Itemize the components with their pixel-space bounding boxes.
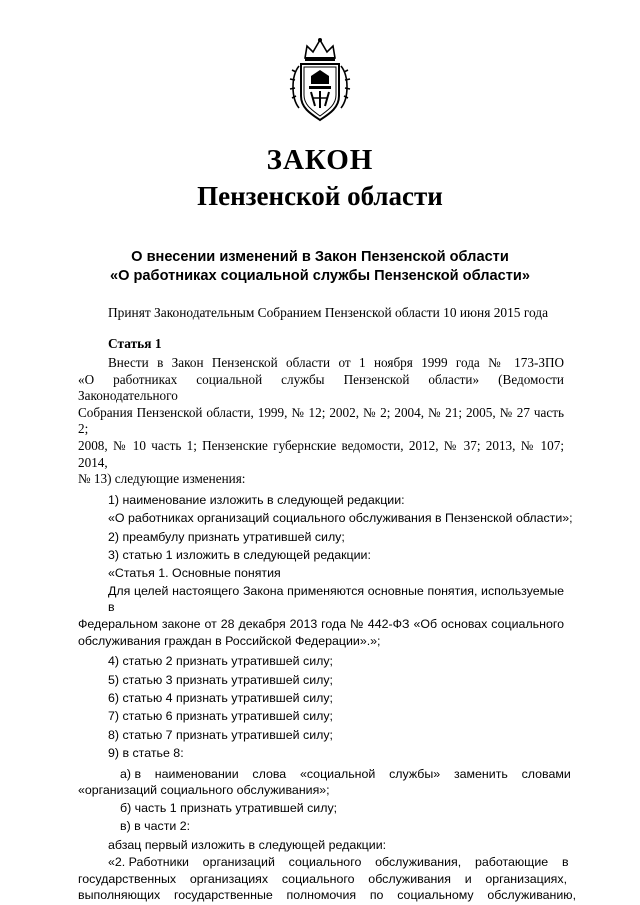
article-intro bbox=[78, 355, 564, 488]
law-subject-line-2: «О работниках социальной службы Пензенской области» bbox=[110, 268, 530, 284]
list-item: 8) статью 7 признать утратившей силу; bbox=[108, 727, 333, 742]
document-type-title: ЗАКОН bbox=[266, 144, 374, 176]
intro-line: «О работниках социальной службы Пензенской области» (Ведомости Законодательного bbox=[78, 371, 564, 404]
sub-item-a-line: а) в наименовании слова «социальной службы» заменить словами bbox=[120, 766, 571, 781]
list-item: «О работниках организаций социального обслуживания в Пензенской области»; bbox=[108, 511, 573, 526]
list-item: 5) статью 3 признать утратившей силу; bbox=[108, 672, 333, 687]
list-item: 4) статью 2 признать утратившей силу; bbox=[108, 654, 333, 669]
quoted-line: «2. Работники организаций социального обслуживания, работающие в bbox=[108, 855, 569, 869]
law-subject bbox=[0, 248, 640, 286]
article-1-definition bbox=[78, 583, 564, 649]
intro-line: № 13) следующие изменения: bbox=[78, 471, 246, 487]
sub-item-c: в) в части 2: bbox=[120, 819, 191, 834]
region-title: Пензенской области bbox=[197, 181, 443, 211]
definition-line: Для целей настоящего Закона применяются основные понятия, используемые в bbox=[108, 583, 564, 615]
coat-of-arms-icon bbox=[287, 36, 353, 124]
list-item: 9) в статье 8: bbox=[108, 746, 184, 761]
quoted-line: выполняющих государственные полномочия по социальному обслуживанию, bbox=[78, 888, 577, 903]
list-item: 7) статью 6 признать утратившей силу; bbox=[108, 709, 333, 724]
sub-item-b: б) часть 1 признать утратившей силу; bbox=[120, 800, 338, 815]
law-subject-line-1: О внесении изменений в Закон Пензенской области bbox=[131, 249, 509, 265]
paragraph-note: абзац первый изложить в следующей редакции: bbox=[108, 837, 387, 852]
list-item: 1) наименование изложить в следующей редакции: bbox=[108, 492, 405, 507]
adoption-note: Принят Законодательным Собранием Пензенской области 10 июня 2015 года bbox=[108, 305, 549, 320]
sub-item-a bbox=[78, 766, 571, 799]
article-body bbox=[78, 355, 577, 904]
quoted-text bbox=[78, 854, 577, 904]
intro-line: Внести в Закон Пензенской области от 1 ноября 1999 года № 173-ЗПО bbox=[108, 355, 564, 370]
definition-line: обслуживания граждан в Российской Федерации».»; bbox=[78, 633, 381, 648]
intro-line: 2008, № 10 часть 1; Пензенские губернские ведомости, 2012, № 37; 2013, № 107; 2014, bbox=[78, 437, 564, 470]
list-item: 6) статью 4 признать утратившей силу; bbox=[108, 690, 333, 705]
list-item: «Статья 1. Основные понятия bbox=[108, 566, 281, 581]
list-item: 2) преамбулу признать утратившей силу; bbox=[108, 529, 345, 544]
sub-item-a-line: «организаций социального обслуживания»; bbox=[78, 783, 330, 798]
list-item: 3) статью 1 изложить в следующей редакции: bbox=[108, 547, 371, 562]
definition-line: Федеральном законе от 28 декабря 2013 года № 442-ФЗ «Об основах социального bbox=[78, 616, 564, 631]
intro-line: Собрания Пензенской области, 1999, № 12; 2002, № 2; 2004, № 21; 2005, № 27 часть 2; bbox=[78, 404, 564, 437]
article-heading: Статья 1 bbox=[108, 336, 162, 351]
quoted-line: государственных организациях социального обслуживания и организациях, bbox=[78, 871, 568, 886]
